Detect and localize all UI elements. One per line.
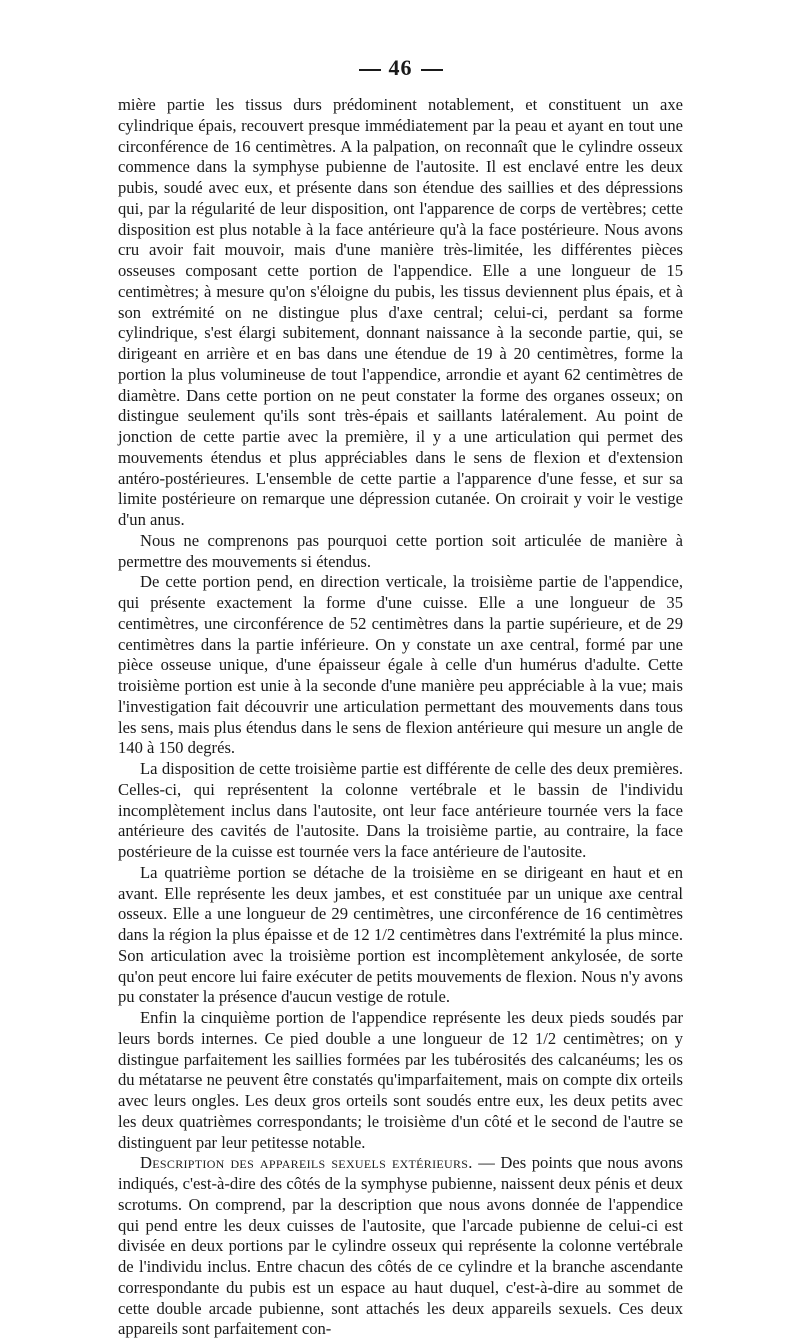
paragraph-4 [118,759,683,863]
page-number: 46 [388,55,413,80]
left-dash [359,69,381,71]
paragraph-1-text: mière partie les tissus durs prédominent notablement, et constituent un axe cylindrique épais, recouvert presque immédiatement par la peau et ayant en tout une circonférence de 16 centimètres. A la palpation, on reconnaît que le cylindre osseux commence dans la symphyse pubienne de l'autosite. Il est enclavé entre les deux pubis, soudé avec eux, et présente dans son étendue des saillies et des dépressions qui, par la régularité de leur disposition, ont l'apparence de corps de vertèbres; cette disposition est plus notable à la face antérieure qu'à la face postérieure. Nous avons cru avoir fait mouvoir, mais d'une manière très-limitée, les différentes pièces osseuses composant cette portion de l'appendice. Elle a une longueur de 15 centimètres; à mesure qu'on s'éloigne du pubis, les tissus deviennent plus épais, et à son extrémité on ne distingue plus d'axe central; celui-ci, perdant sa forme cylindrique, s'est élargi subitement, donnant naissance à la seconde partie, qui, se dirigeant en arrière et en bas dans une étendue de 19 à 20 centimètres, forme la portion la plus volumineuse de tout l'appendice, arrondie et ayant 62 centimètres de diamètre. Dans cette portion on ne peut constater la forme des organes osseux; on distingue seulement qu'ils sont très-épais et saillants latéralement. Au point de jonction de cette partie avec la première, il y a une articulation qui permet des mouvements étendus et plus appréciables dans le sens de flexion et d'extension antéro-postérieures. L'ensemble de cette partie a l'apparence d'une fesse, et sur sa limite postérieure on remarque une dépression cutanée. On croirait y voir le vestige d'un anus. [118,95,683,529]
paragraph-5-text: La quatrième portion se détache de la troisième en se dirigeant en haut et en avant. Elle représente les deux jambes, et est constituée par un unique axe central osseux. Elle a une longueur de 29 centimètres, une circonférence de 16 centimètres dans la région la plus épaisse et de 12 1/2 centimètres dans l'extrémité la plus mince. Son articulation avec la troisième portion est incomplètement ankylosée, de sorte qu'on peut encore lui faire exécuter de petits mouvements de flexion. Nous n'y avons pu constater la présence d'aucun vestige de rotule. [118,862,683,1007]
right-dash [421,69,443,71]
paragraph-1 [118,95,683,531]
paragraph-3-text: De cette portion pend, en direction verticale, la troisième partie de l'appendice, qui présente exactement la forme d'une cuisse. Elle a une longueur de 35 centimètres, une circonférence de 52 centimètres dans la partie supérieure, et de 29 centimètres dans la partie inférieure. On y constate un axe central, formé par une pièce osseuse unique, d'une épaisseur égale à celle d'un humérus d'adulte. Cette troisième portion est unie à la seconde d'une manière peu appréciable à la vue; mais l'investigation fait découvrir une articulation permettant des mouvements dans tous les sens, mais plus étendus dans le sens de flexion antérieure qui mesure un angle de 140 à 150 degrés. [118,572,683,758]
paragraph-3 [118,572,683,759]
paragraph-2 [118,531,683,573]
paragraph-5 [118,863,683,1008]
document-page [118,55,683,1340]
paragraph-7 [118,1153,683,1340]
paragraph-6 [118,1008,683,1153]
paragraph-7-text: — Des points que nous avons indiqués, c'est-à-dire des côtés de la symphyse pubienne, naissent deux pénis et deux scrotums. On comprend, par la description que nous avons donnée de l'appendice qui pend entre les deux cuisses de l'autosite, que l'arcade pubienne de celui-ci est divisée en deux portions par le cylindre osseux qui représente la colonne vertébrale de l'individu inclus. Entre chacun des côtés de ce cylindre et la branche ascendante correspondante du pubis est un espace au haut duquel, c'est-à-dire au sommet de cette double arcade pubienne, sont attachés les deux appareils sexuels. Ces deux appareils sont parfaitement con- [118,1153,683,1339]
paragraph-4-text: La disposition de cette troisième partie est différente de celle des deux premières. Celles-ci, qui représentent la colonne vertébrale et le bassin de l'individu incomplètement inclus dans l'autosite, ont leur face antérieure tournée vers la face antérieure des cavités de l'autosite. Dans la troisième partie, au contraire, la face postérieure de la cuisse est tournée vers la face antérieure de l'autosite. [118,759,683,861]
section-heading: Description des appareils sexuels extérieurs. [140,1153,473,1173]
paragraph-6-text: Enfin la cinquième portion de l'appendice représente les deux pieds soudés par leurs bords internes. Ce pied double a une longueur de 12 1/2 centimètres; on y distingue parfaitement les saillies formées par les tubérosités des calcanéums; les os du métatarse ne peuvent être constatés qu'imparfaitement, mais on compte dix orteils avec leurs ongles. Les deux gros orteils sont soudés entre eux, les deux petits avec les deux quatrièmes correspondants; le troisième d'un côté et le second de l'autre se distinguent par leur petitesse notable. [118,1008,683,1152]
page-number-header [118,55,683,81]
paragraph-2-text: Nous ne comprenons pas pourquoi cette portion soit articulée de manière à permettre des mouvements si étendus. [118,530,683,571]
